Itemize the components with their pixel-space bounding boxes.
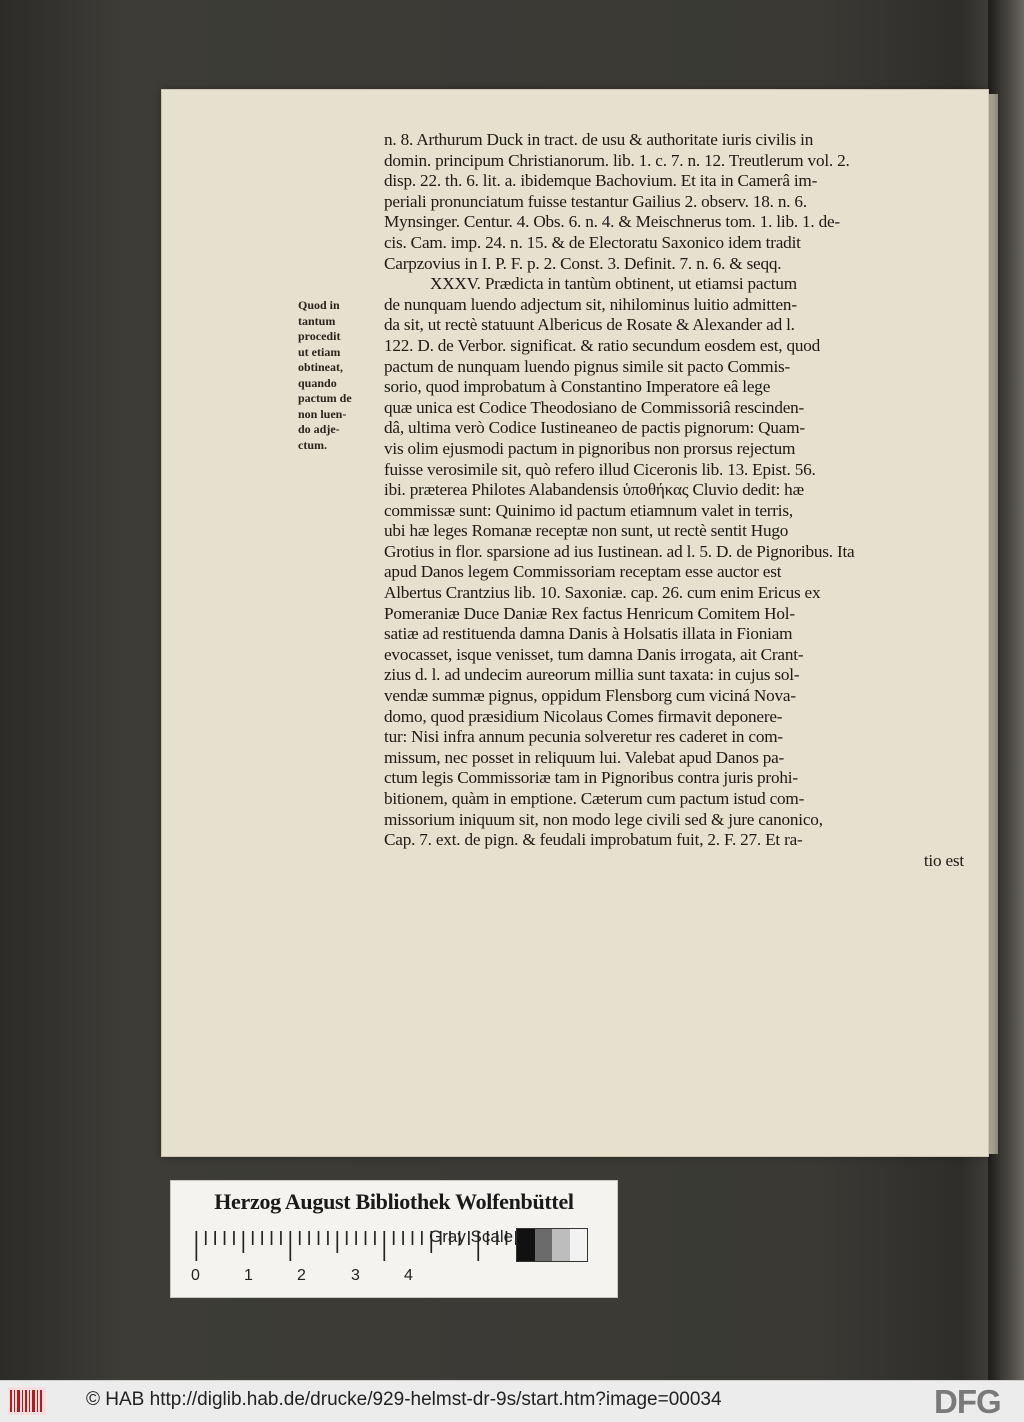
dfg-logo: DFG [934,1383,1001,1420]
text-line: 122. D. de Verbor. significat. & ratio secundum eosdem est, quod [384,335,821,355]
margin-note [298,298,378,453]
margin-note-line: obtineat, [298,360,343,374]
text-line: disp. 22. th. 6. lit. a. ibidemque Bachovium. Et ita in Camerâ im- [384,171,818,191]
text-line: dâ, ultima verò Codice Iustineaneo de pactis pignorum: Quam- [384,418,805,438]
text-line: fuisse verosimile sit, quò refero illud Ciceronis lib. 13. Epist. 56. [384,459,816,479]
text-line: vis olim ejusmodi pactum in pignoribus non prorsus rejectum [384,438,796,458]
text-line: vendæ summæ pignus, oppidum Flensborg cum viciná Nova- [384,686,796,706]
text-line: Grotius in flor. sparsione ad ius Iustinean. ad l. 5. D. de Pignoribus. Ita [384,541,855,561]
text-line: ubi hæ leges Romanæ receptæ non sunt, ut rectè sentit Hugo [384,521,789,541]
text-line: evocasset, isque venisset, tum damna Danis irrogata, ait Crant- [384,644,804,664]
color-scale-card [170,1180,618,1298]
text-line: da sit, ut rectè statuunt Albericus de Rosate & Alexander ad l. [384,315,795,335]
library-name: Herzog August Bibliothek Wolfenbüttel [214,1189,574,1214]
text-line: Carpzovius in I. P. F. p. 2. Const. 3. Definit. 7. n. 6. & seqq. [384,253,782,273]
body-text [384,130,964,871]
margin-note-line: ut etiam [298,344,341,359]
margin-note-line: quando [298,375,337,390]
margin-note-line: non luen- [298,406,347,421]
margin-note-line: procedit [298,329,341,343]
text-line: Mynsinger. Centur. 4. Obs. 6. n. 4. & Meischnerus tom. 1. lib. 1. de- [384,212,840,232]
gray-scale-label: Gray Scale [429,1227,514,1246]
text-line: apud Danos legem Commissoriam receptam esse auctor est [384,562,782,582]
text-line: zius d. l. ad undecim aureorum millia sunt taxata: in cujus sol- [384,665,800,685]
gray-scale-swatches [516,1228,588,1262]
text-line: Pomeraniæ Duce Daniæ Rex factus Henricum Comitem Hol- [384,603,795,623]
text-line: commissæ sunt: Quinimo id pactum etiamnum valet in terris, [384,500,793,520]
margin-note-line: do adje- [298,422,340,436]
text-line: de nunquam luendo adjectum sit, nihilominus luitio admitten- [384,294,797,314]
text-line: sorio, quod improbatum à Constantino Imperatore eâ lege [384,377,771,397]
text-line: periali pronunciatum fuisse testantur Gailius 2. observ. 18. n. 6. [384,191,807,211]
margin-note-line: ctum. [298,437,327,452]
text-line: n. 8. Arthurum Duck in tract. de usu & authoritate iuris civilis in [384,130,814,149]
text-line: bitionem, quàm in emptione. Cæterum cum pactum istud com- [384,789,805,808]
permalink[interactable]: © HAB http://diglib.hab.de/drucke/929-helmst-dr-9s/start.htm?image=00034 [86,1389,722,1410]
margin-note-line: pactum de [298,391,352,405]
ruler-number: 4 [404,1267,413,1284]
text-line: missorium iniquum sit, non modo lege civili sed & jure canonico, [384,809,823,829]
text-line: ctum legis Commissoriæ tam in Pignoribus contra juris prohi- [384,768,798,788]
margin-note-line: tantum [298,313,336,328]
section-heading-line: XXXV. Prædicta in tantùm obtinent, ut etiamsi pactum [430,274,797,294]
text-line: domin. principum Christianorum. lib. 1. c. 7. n. 12. Treutlerum vol. 2. [384,150,850,170]
text-line: Cap. 7. ext. de pign. & feudali improbatum fuit, 2. F. 27. Et ra- [384,830,803,850]
barcode-icon [8,1387,46,1415]
ruler-number: 0 [191,1267,200,1284]
text-line: tur: Nisi infra annum pecunia solveretur res caderet in com- [384,727,783,747]
text-line: ibi. præterea Philotes Alabandensis ὑποθήκας Cluvio dedit: hæ [384,480,804,500]
viewer-footer [0,1380,1024,1422]
ruler-number: 1 [244,1267,253,1284]
text-line: pactum de nunquam luendo pignus simile sit pacto Commis- [384,356,791,376]
catchword: tio est [923,850,964,870]
margin-note-line: Quod in [298,298,340,312]
text-line: satiæ ad restituenda damna Danis à Holsatis illata in Fioniam [384,624,793,644]
text-line: quæ unica est Codice Theodosiano de Commissoriâ rescinden- [384,397,805,417]
text-line: Albertus Crantzius lib. 10. Saxoniæ. cap. 26. cum enim Ericus ex [384,583,821,603]
ruler-number: 2 [297,1267,306,1284]
ruler-number: 3 [351,1267,360,1284]
text-line: missum, nec posset in reliquum lui. Valebat apud Danos pa- [384,747,785,767]
text-line: domo, quod præsidium Nicolaus Comes firmavit deponere- [384,706,783,726]
text-line: cis. Cam. imp. 24. n. 15. & de Electoratu Saxonico idem tradit [384,232,801,252]
